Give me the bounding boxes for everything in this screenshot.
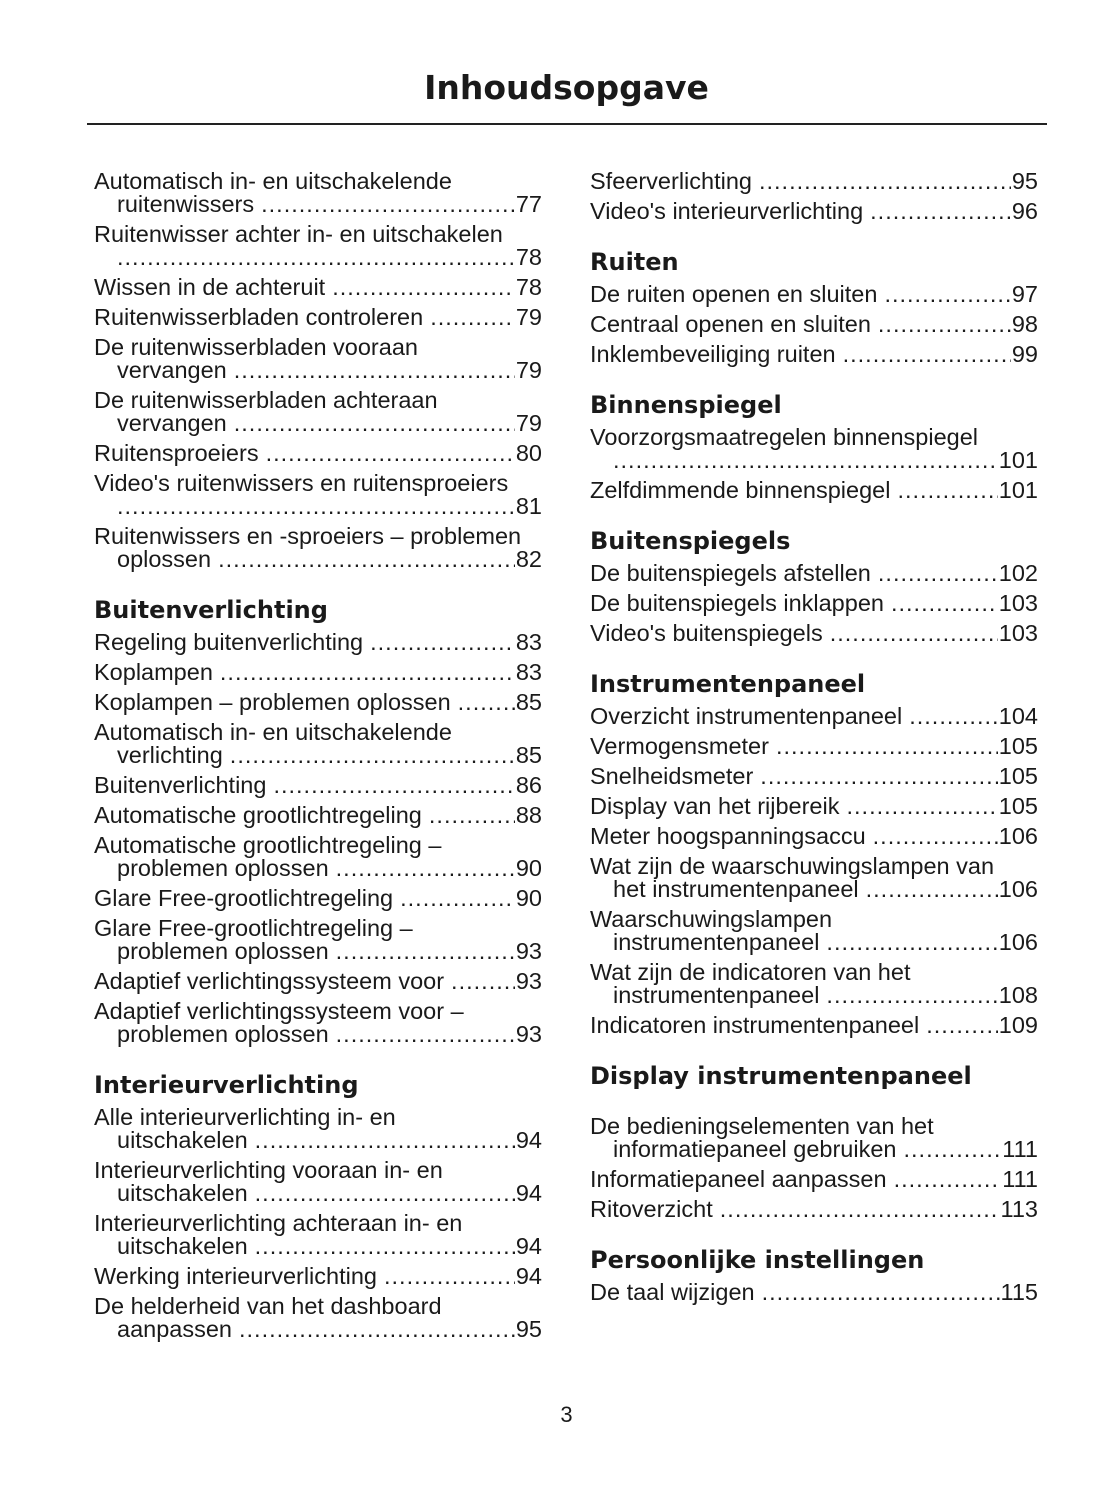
toc-page-number: 95 bbox=[515, 1316, 542, 1342]
toc-page-number: 94 bbox=[515, 1263, 542, 1289]
toc-entry[interactable] bbox=[590, 1168, 1038, 1191]
toc-page-number: 93 bbox=[515, 1021, 542, 1047]
toc-entry-title-line: Adaptief verlichtingssysteem voor – bbox=[94, 998, 464, 1024]
toc-page-number: 83 bbox=[515, 659, 542, 685]
toc-entry[interactable] bbox=[590, 908, 1038, 954]
toc-page-number: 106 bbox=[998, 929, 1038, 955]
dot-leader bbox=[894, 1168, 1002, 1191]
toc-entry-title: uitschakelen bbox=[117, 1233, 248, 1259]
dot-leader bbox=[826, 984, 997, 1007]
toc-page-number: 78 bbox=[515, 274, 542, 300]
toc-entry-title: verlichting bbox=[117, 742, 223, 768]
toc-page-number: 111 bbox=[1002, 1166, 1038, 1192]
dot-leader bbox=[846, 795, 997, 818]
toc-entry-title: Zelfdimmende binnenspiegel bbox=[590, 477, 891, 503]
toc-page-number: 85 bbox=[515, 689, 542, 715]
section-heading: Binnenspiegel bbox=[590, 391, 782, 419]
toc-entry-title: Indicatoren instrumentenpaneel bbox=[590, 1012, 920, 1038]
dot-leader bbox=[266, 442, 515, 465]
toc-entry[interactable] bbox=[94, 721, 542, 767]
toc-entry[interactable] bbox=[94, 1212, 542, 1258]
dot-leader bbox=[336, 857, 515, 880]
toc-page-number: 111 bbox=[1002, 1136, 1038, 1162]
toc-entry-title: Meter hoogspanningsaccu bbox=[590, 823, 866, 849]
toc-entry-title: Buitenverlichting bbox=[94, 772, 267, 798]
toc-entry-title: Sfeerverlichting bbox=[590, 168, 752, 194]
toc-page-number: 80 bbox=[515, 440, 542, 466]
toc-entry-title: problemen oplossen bbox=[117, 855, 329, 881]
toc-entry-title: Automatische grootlichtregeling bbox=[94, 802, 422, 828]
page-number: 3 bbox=[560, 1402, 573, 1427]
dot-leader bbox=[458, 691, 515, 714]
toc-entry-title: Ritoverzicht bbox=[590, 1196, 713, 1222]
dot-leader bbox=[239, 1318, 515, 1341]
toc-page-number: 90 bbox=[515, 855, 542, 881]
dot-leader bbox=[220, 661, 515, 684]
toc-entry-title: problemen oplossen bbox=[117, 1021, 329, 1047]
toc-entry-title-line: Interieurverlichting achteraan in- en bbox=[94, 1210, 463, 1236]
toc-entry-title: Inklembeveiliging ruiten bbox=[590, 341, 836, 367]
dot-leader bbox=[230, 744, 515, 767]
toc-entry-title: instrumentenpaneel bbox=[613, 929, 820, 955]
toc-entry-title-line: Automatisch in- en uitschakelende bbox=[94, 719, 452, 745]
toc-page-number: 103 bbox=[998, 590, 1038, 616]
toc-entry-title: Glare Free-grootlichtregeling bbox=[94, 885, 394, 911]
toc-page-number: 94 bbox=[515, 1180, 542, 1206]
toc-page-number: 82 bbox=[515, 546, 542, 572]
toc-page-number: 79 bbox=[515, 410, 542, 436]
toc-page-number: 97 bbox=[1011, 281, 1038, 307]
dot-leader bbox=[336, 940, 515, 963]
toc-page-number: 85 bbox=[515, 742, 542, 768]
dot-leader bbox=[891, 592, 998, 615]
toc-entry-title: Display van het rijbereik bbox=[590, 793, 840, 819]
toc-page-number: 99 bbox=[1011, 341, 1038, 367]
toc-entry[interactable] bbox=[590, 343, 1038, 366]
toc-page-number: 101 bbox=[998, 477, 1038, 503]
toc-entry-title-line: Waarschuwingslampen bbox=[590, 906, 833, 932]
dot-leader bbox=[878, 562, 998, 585]
dot-leader bbox=[430, 306, 515, 329]
section-heading: Persoonlijke instellingen bbox=[590, 1246, 925, 1274]
dot-leader bbox=[926, 1014, 998, 1037]
toc-page-number: 104 bbox=[998, 703, 1038, 729]
toc-entry[interactable] bbox=[94, 276, 542, 299]
toc-entry-title: De buitenspiegels afstellen bbox=[590, 560, 871, 586]
toc-page-number: 83 bbox=[515, 629, 542, 655]
toc-entry-title: Ruitensproeiers bbox=[94, 440, 259, 466]
toc-page-number: 86 bbox=[515, 772, 542, 798]
section-heading: Ruiten bbox=[590, 248, 679, 276]
toc-entry-title: het instrumentenpaneel bbox=[613, 876, 859, 902]
toc-entry-title-line: De ruitenwisserbladen vooraan bbox=[94, 334, 418, 360]
toc-entry-title: informatiepaneel gebruiken bbox=[613, 1136, 897, 1162]
toc-entry[interactable] bbox=[94, 1295, 542, 1341]
toc-entry-title: Wissen in de achteruit bbox=[94, 274, 326, 300]
toc-entry[interactable] bbox=[94, 223, 542, 269]
toc-page-number: 115 bbox=[1000, 1279, 1038, 1305]
toc-entry[interactable] bbox=[94, 1106, 542, 1152]
section-heading: Interieurverlichting bbox=[94, 1071, 359, 1099]
toc-entry[interactable] bbox=[590, 795, 1038, 818]
toc-entry-title-line: Automatische grootlichtregeling – bbox=[94, 832, 442, 858]
toc-entry[interactable] bbox=[590, 622, 1038, 645]
toc-entry[interactable] bbox=[590, 200, 1038, 223]
dot-leader bbox=[904, 1138, 1002, 1161]
toc-entry[interactable] bbox=[590, 562, 1038, 585]
toc-page-number: 88 bbox=[515, 802, 542, 828]
toc-page-number: 113 bbox=[1000, 1196, 1038, 1222]
dot-leader bbox=[897, 479, 997, 502]
dot-leader bbox=[720, 1198, 1000, 1221]
toc-page-number: 98 bbox=[1011, 311, 1038, 337]
toc-page-number: 105 bbox=[998, 793, 1038, 819]
toc-entry-title-line: Ruitenwisser achter in- en uitschakelen bbox=[94, 221, 503, 247]
toc-entry[interactable] bbox=[94, 472, 542, 518]
toc-entry[interactable] bbox=[590, 426, 1038, 472]
toc-entry-title-line: Interieurverlichting vooraan in- en bbox=[94, 1157, 443, 1183]
toc-entry[interactable] bbox=[590, 170, 1038, 193]
dot-leader bbox=[332, 276, 515, 299]
toc-entry[interactable] bbox=[94, 804, 542, 827]
toc-entry-title: Koplampen bbox=[94, 659, 213, 685]
toc-entry-title-line: De bedieningselementen van het bbox=[590, 1113, 934, 1139]
toc-page-number: 101 bbox=[998, 447, 1038, 473]
toc-entry[interactable] bbox=[590, 283, 1038, 306]
toc-page-number: 105 bbox=[998, 733, 1038, 759]
toc-page-number: 103 bbox=[998, 620, 1038, 646]
dot-leader bbox=[759, 170, 1011, 193]
dot-leader bbox=[336, 1023, 515, 1046]
toc-entry[interactable] bbox=[94, 442, 542, 465]
toc-entry[interactable] bbox=[94, 631, 542, 654]
toc-entry[interactable] bbox=[94, 306, 542, 329]
toc-entry-title-line: Automatisch in- en uitschakelende bbox=[94, 168, 452, 194]
toc-entry-title: Regeling buitenverlichting bbox=[94, 629, 364, 655]
dot-leader bbox=[234, 359, 515, 382]
dot-leader bbox=[760, 765, 997, 788]
toc-page-number: 77 bbox=[515, 191, 542, 217]
toc-page-number: 95 bbox=[1011, 168, 1038, 194]
toc-page-number: 81 bbox=[515, 493, 542, 519]
toc-entry-title: Koplampen – problemen oplossen bbox=[94, 689, 451, 715]
toc-entry-title-line: Glare Free-grootlichtregeling – bbox=[94, 915, 413, 941]
toc-entry[interactable] bbox=[590, 1115, 1038, 1161]
toc-entry-title: uitschakelen bbox=[117, 1127, 248, 1153]
dot-leader bbox=[826, 931, 997, 954]
toc-entry[interactable] bbox=[590, 961, 1038, 1007]
toc-entry-title: aanpassen bbox=[117, 1316, 232, 1342]
toc-entry-title: Centraal openen en sluiten bbox=[590, 311, 871, 337]
dot-leader bbox=[234, 412, 515, 435]
toc-entry[interactable] bbox=[94, 1000, 542, 1046]
toc-entry-title: Snelheidsmeter bbox=[590, 763, 754, 789]
toc-entry[interactable] bbox=[94, 525, 542, 571]
dot-leader bbox=[870, 200, 1011, 223]
toc-entry-title: Adaptief verlichtingssysteem voor bbox=[94, 968, 445, 994]
toc-page-number: 93 bbox=[515, 938, 542, 964]
dot-leader bbox=[117, 246, 515, 269]
toc-page-number: 109 bbox=[998, 1012, 1038, 1038]
dot-leader bbox=[776, 735, 998, 758]
toc-page-number: 78 bbox=[515, 244, 542, 270]
dot-leader bbox=[384, 1265, 515, 1288]
toc-entry-title: Ruitenwisserbladen controleren bbox=[94, 304, 424, 330]
dot-leader bbox=[255, 1235, 515, 1258]
toc-entry[interactable] bbox=[94, 834, 542, 880]
toc-page-number: 79 bbox=[515, 357, 542, 383]
toc-right-column bbox=[590, 170, 1038, 1311]
toc-page-number: 105 bbox=[998, 763, 1038, 789]
toc-entry-title: uitschakelen bbox=[117, 1180, 248, 1206]
title-divider bbox=[87, 123, 1047, 125]
toc-entry[interactable] bbox=[590, 1014, 1038, 1037]
section-heading: Instrumentenpaneel bbox=[590, 670, 866, 698]
toc-page-number: 79 bbox=[515, 304, 542, 330]
dot-leader bbox=[218, 548, 515, 571]
toc-entry-title: instrumentenpaneel bbox=[613, 982, 820, 1008]
dot-leader bbox=[909, 705, 998, 728]
toc-entry-title: De buitenspiegels inklappen bbox=[590, 590, 884, 616]
dot-leader bbox=[400, 887, 515, 910]
toc-entry[interactable] bbox=[94, 887, 542, 910]
toc-entry[interactable] bbox=[590, 855, 1038, 901]
toc-entry[interactable] bbox=[590, 1281, 1038, 1304]
page-title: Inhoudsopgave bbox=[424, 68, 709, 107]
toc-page-number: 106 bbox=[998, 876, 1038, 902]
toc-left-column bbox=[94, 170, 542, 1348]
toc-entry-title: Video's interieurverlichting bbox=[590, 198, 864, 224]
toc-entry-title: Informatiepaneel aanpassen bbox=[590, 1166, 887, 1192]
dot-leader bbox=[866, 878, 998, 901]
toc-entry-title: De ruiten openen en sluiten bbox=[590, 281, 878, 307]
toc-entry-title-line: De helderheid van het dashboard bbox=[94, 1293, 442, 1319]
section-heading: Buitenspiegels bbox=[590, 527, 791, 555]
toc-entry[interactable] bbox=[94, 170, 542, 216]
toc-page-number: 108 bbox=[998, 982, 1038, 1008]
toc-entry[interactable] bbox=[590, 1198, 1038, 1221]
toc-page-number: 94 bbox=[515, 1233, 542, 1259]
toc-entry[interactable] bbox=[94, 917, 542, 963]
dot-leader bbox=[878, 313, 1011, 336]
toc-entry[interactable] bbox=[590, 705, 1038, 728]
dot-leader bbox=[762, 1281, 1000, 1304]
toc-entry[interactable] bbox=[94, 691, 542, 714]
dot-leader bbox=[830, 622, 998, 645]
toc-entry-title: vervangen bbox=[117, 410, 227, 436]
toc-entry-title: problemen oplossen bbox=[117, 938, 329, 964]
toc-page-number: 93 bbox=[515, 968, 542, 994]
toc-entry[interactable] bbox=[590, 479, 1038, 502]
toc-entry[interactable] bbox=[590, 825, 1038, 848]
toc-page-number: 90 bbox=[515, 885, 542, 911]
toc-entry[interactable] bbox=[94, 1159, 542, 1205]
toc-entry-title-line: Ruitenwissers en -sproeiers – problemen bbox=[94, 523, 522, 549]
dot-leader bbox=[429, 804, 515, 827]
toc-entry[interactable] bbox=[94, 970, 542, 993]
section-heading: Display instrumentenpaneel bbox=[590, 1062, 972, 1090]
toc-entry-title-line: Voorzorgsmaatregelen binnenspiegel bbox=[590, 424, 979, 450]
dot-leader bbox=[843, 343, 1011, 366]
toc-entry-title: Werking interieurverlichting bbox=[94, 1263, 377, 1289]
dot-leader bbox=[451, 970, 515, 993]
dot-leader bbox=[261, 193, 515, 216]
toc-page-number: 96 bbox=[1011, 198, 1038, 224]
toc-entry[interactable] bbox=[94, 389, 542, 435]
toc-entry[interactable] bbox=[94, 1265, 542, 1288]
toc-entry[interactable] bbox=[590, 765, 1038, 788]
toc-entry-title-line: Video's ruitenwissers en ruitensproeiers bbox=[94, 470, 509, 496]
toc-entry[interactable] bbox=[94, 774, 542, 797]
toc-entry-title: ruitenwissers bbox=[117, 191, 255, 217]
dot-leader bbox=[255, 1129, 515, 1152]
toc-page-number: 102 bbox=[998, 560, 1038, 586]
dot-leader bbox=[255, 1182, 515, 1205]
toc-entry-title: Video's buitenspiegels bbox=[590, 620, 823, 646]
section-heading: Buitenverlichting bbox=[94, 596, 328, 624]
toc-entry-title: oplossen bbox=[117, 546, 212, 572]
toc-entry-title-line: Alle interieurverlichting in- en bbox=[94, 1104, 396, 1130]
dot-leader bbox=[884, 283, 1010, 306]
toc-entry-title-line: Wat zijn de waarschuwingslampen van bbox=[590, 853, 995, 879]
toc-entry[interactable] bbox=[94, 661, 542, 684]
toc-entry[interactable] bbox=[590, 735, 1038, 758]
toc-entry-title: Vermogensmeter bbox=[590, 733, 769, 759]
dot-leader bbox=[873, 825, 998, 848]
toc-entry[interactable] bbox=[94, 336, 542, 382]
toc-entry[interactable] bbox=[590, 313, 1038, 336]
dot-leader bbox=[613, 449, 998, 472]
toc-entry-title: vervangen bbox=[117, 357, 227, 383]
toc-page-number: 94 bbox=[515, 1127, 542, 1153]
toc-entry-title-line: De ruitenwisserbladen achteraan bbox=[94, 387, 438, 413]
toc-entry-title-line: Wat zijn de indicatoren van het bbox=[590, 959, 911, 985]
toc-entry-title: De taal wijzigen bbox=[590, 1279, 755, 1305]
dot-leader bbox=[370, 631, 515, 654]
toc-entry-title: Overzicht instrumentenpaneel bbox=[590, 703, 903, 729]
toc-page-number: 106 bbox=[998, 823, 1038, 849]
toc-entry[interactable] bbox=[590, 592, 1038, 615]
dot-leader bbox=[117, 495, 515, 518]
dot-leader bbox=[273, 774, 514, 797]
